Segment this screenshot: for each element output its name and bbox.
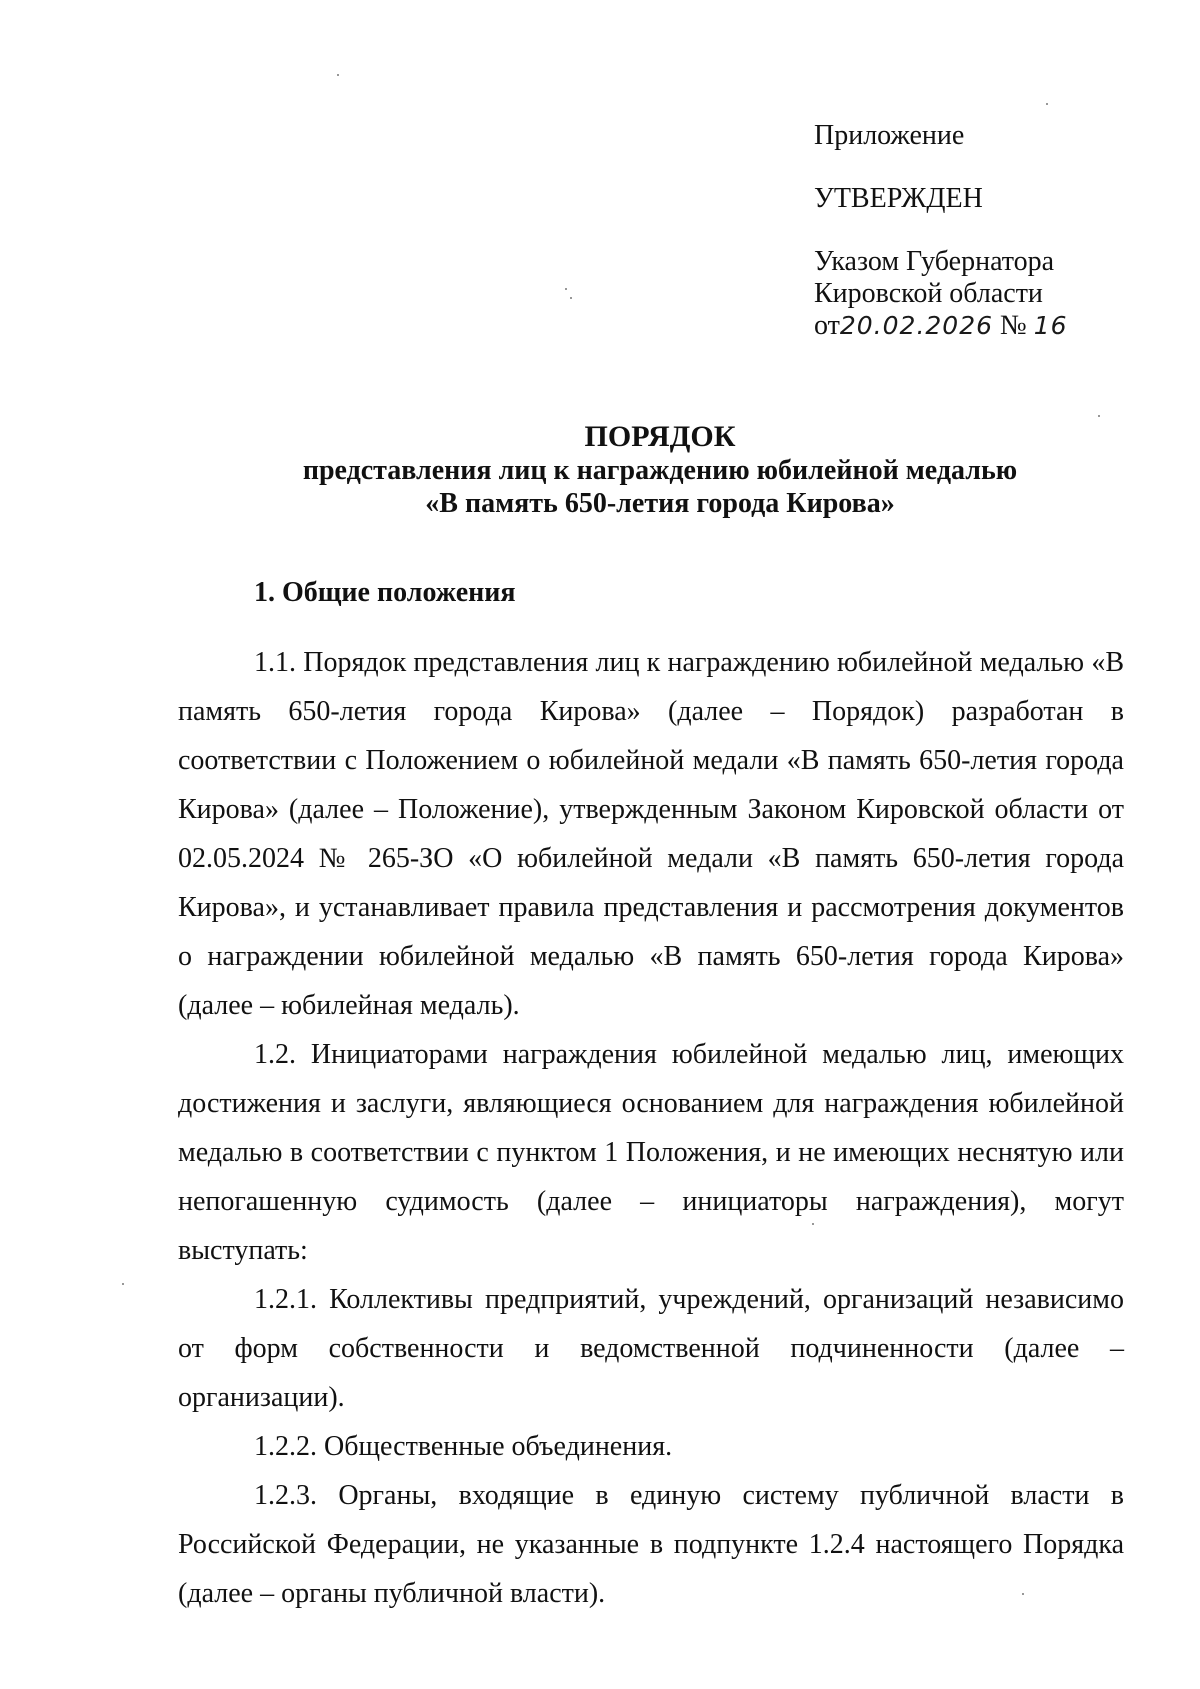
scan-speck	[122, 1283, 124, 1285]
handwritten-date: 20.02.2026	[839, 311, 994, 340]
handwritten-number: 16	[1033, 311, 1068, 340]
scan-speck	[812, 1223, 814, 1225]
document-subtitle-line-2: «В память 650-летия города Кирова»	[425, 488, 895, 519]
date-prefix: от	[814, 310, 840, 341]
paragraph-1-2-2: 1.2.2. Общественные объединения.	[254, 1431, 673, 1462]
paragraph-1-2-3: 1.2.3. Органы, входящие в единую систему публичной власти в Российской Федерации, не указанные в подпункте 1.2.4 настоящего Порядка (далее – органы публичной власти).	[178, 1480, 1124, 1609]
scan-speck	[1022, 1593, 1024, 1595]
paragraph-1-2-1: 1.2.1. Коллективы предприятий, учреждений, организаций независимо от форм собственности и ведомственной подчиненности (далее – организации).	[178, 1284, 1124, 1413]
document-subtitle-line-1: представления лиц к награждению юбилейной медалью	[302, 455, 1018, 486]
decree-line-2: Кировской области	[814, 278, 1043, 309]
document-body	[178, 568, 1124, 1618]
decree-date-line	[814, 310, 1154, 342]
document-title: ПОРЯДОК	[584, 420, 736, 453]
approved-label: УТВЕРЖДЕН	[814, 183, 983, 214]
approval-block	[814, 120, 1154, 342]
number-sign: №	[1000, 310, 1027, 341]
paragraph-1-2: 1.2. Инициаторами награждения юбилейной медалью лиц, имеющих достижения и заслуги, являющиеся основанием для награждения юбилейной медалью в соответствии с пунктом 1 Положения, и не имеющих неснятую или непогашенную судимость (далее – инициаторы награждения), могут выступать:	[178, 1039, 1124, 1266]
scan-speck	[337, 74, 339, 76]
document-heading	[200, 420, 1120, 520]
scan-speck	[570, 297, 572, 299]
scan-speck	[1098, 415, 1100, 417]
paragraph-1-1: 1.1. Порядок представления лиц к награждению юбилейной медалью «В память 650-летия города Кирова» (далее – Порядок) разработан в соответствии с Положением о юбилейной медали «В память 650-летия города Кирова» (далее – Положение), утвержденным Законом Кировской области от 02.05.2024 № 265-ЗО «О юбилейной медали «В память 650-летия города Кирова», и устанавливает правила представления и рассмотрения документов о награждении юбилейной медалью «В память 650-летия города Кирова» (далее – юбилейная медаль).	[178, 647, 1124, 1021]
scan-speck	[565, 288, 567, 290]
appendix-label: Приложение	[814, 120, 965, 151]
decree-line-1: Указом Губернатора	[814, 246, 1055, 277]
scan-speck	[1046, 103, 1048, 105]
section-title: 1. Общие положения	[254, 577, 516, 608]
